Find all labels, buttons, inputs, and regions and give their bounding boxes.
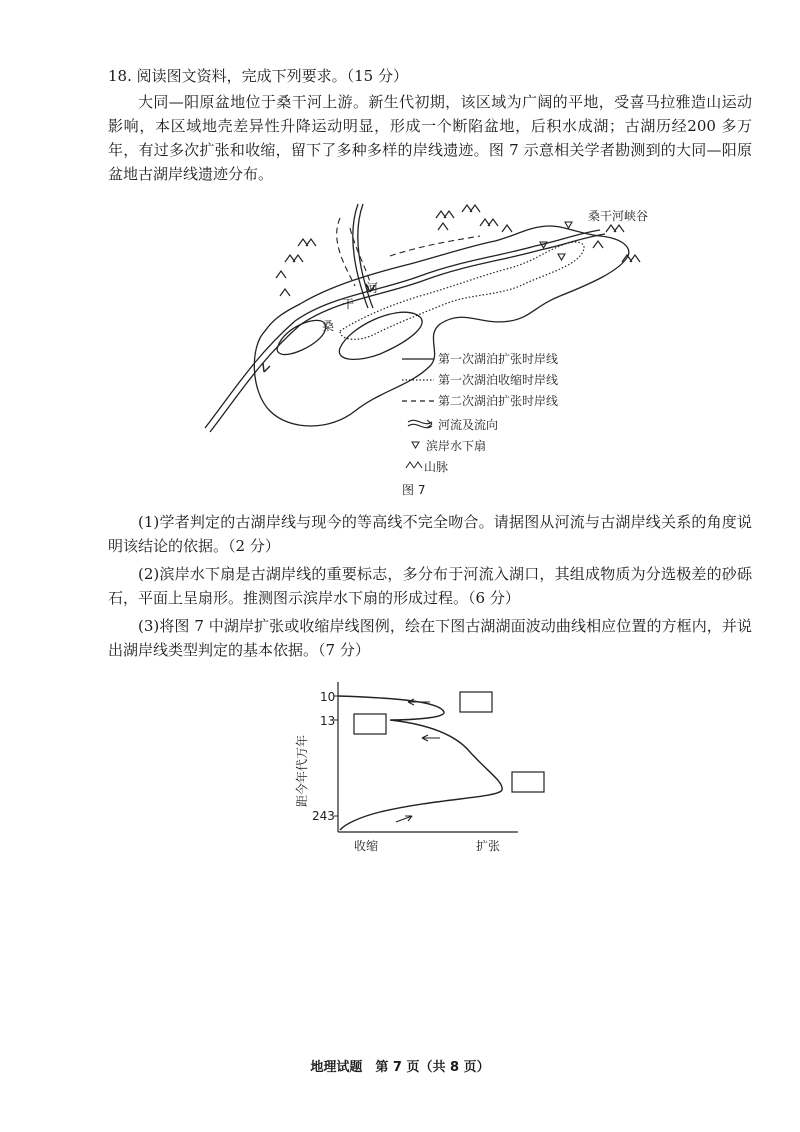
inner-lake-west: [277, 320, 326, 354]
material-paragraph: 大同—阳原盆地位于桑干河上游。新生代初期，该区域为广阔的平地，受喜马拉雅造山运动影响，本区域地壳差异性升降运动明显，形成一个断陷盆地，后积水成湖；古湖历经200 多万年，有过多次扩张和收缩，留下了多种多样的岸线遗迹。图 7 示意相关学者勘测到的大同—阳原盆地古湖岸线遗迹分布。: [108, 93, 752, 183]
figure-caption: 图 7: [402, 483, 426, 497]
y-tick-243: 243: [312, 809, 335, 823]
lake-level-curve: [338, 696, 502, 830]
y-axis-label: 距今年代万年: [295, 734, 309, 807]
answer-box-1[interactable]: [460, 692, 492, 712]
map-label-river-1: 桑: [322, 319, 335, 333]
x-label-contract: 收缩: [354, 839, 379, 853]
y-tick-10: 10: [320, 690, 336, 704]
legend-second-expansion: 第二次湖泊扩张时岸线: [438, 394, 559, 408]
legend-mountain: 山脉: [424, 460, 449, 474]
legend-river: 河流及流向: [438, 418, 499, 432]
sub-question-2: (2)滨岸水下扇是古湖岸线的重要标志，多分布于河流入湖口，其组成物质为分选极差的砂砾石，平面上呈扇形。推测图示滨岸水下扇的形成过程。（6 分）: [108, 565, 752, 607]
sub-question-1: (1)学者判定的古湖岸线与现今的等高线不完全吻合。请据图从河流与古湖岸线关系的角度说明该结论的依据。（2 分）: [108, 513, 752, 555]
sub-question-3: (3)将图 7 中湖岸扩张或收缩岸线图例，绘在下图古湖湖面波动曲线相应位置的方框内，并说出湖岸线类型判定的基本依据。（7 分）: [108, 617, 752, 659]
legend-fan: 滨岸水下扇: [426, 439, 487, 453]
figure-7-map: [180, 196, 650, 500]
map-label-river-2: 干: [342, 297, 355, 311]
question-heading: 18. 阅读图文资料，完成下列要求。（15 分）: [108, 67, 408, 85]
answer-box-2[interactable]: [354, 714, 386, 734]
inner-lake-central: [339, 312, 422, 359]
answer-box-3[interactable]: [512, 772, 544, 792]
page-footer: 地理试题 第 7 页（共 8 页）: [310, 1060, 490, 1075]
y-tick-13: 13: [320, 714, 336, 728]
lake-fluctuation-curve: [290, 672, 550, 862]
map-label-gorge: 桑干河峡谷: [588, 209, 649, 223]
map-label-river-3: 河: [366, 281, 379, 295]
legend-first-contraction: 第一次湖泊收缩时岸线: [438, 373, 559, 387]
x-label-expand: 扩张: [476, 839, 501, 853]
legend-first-expansion: 第一次湖泊扩张时岸线: [438, 352, 559, 366]
